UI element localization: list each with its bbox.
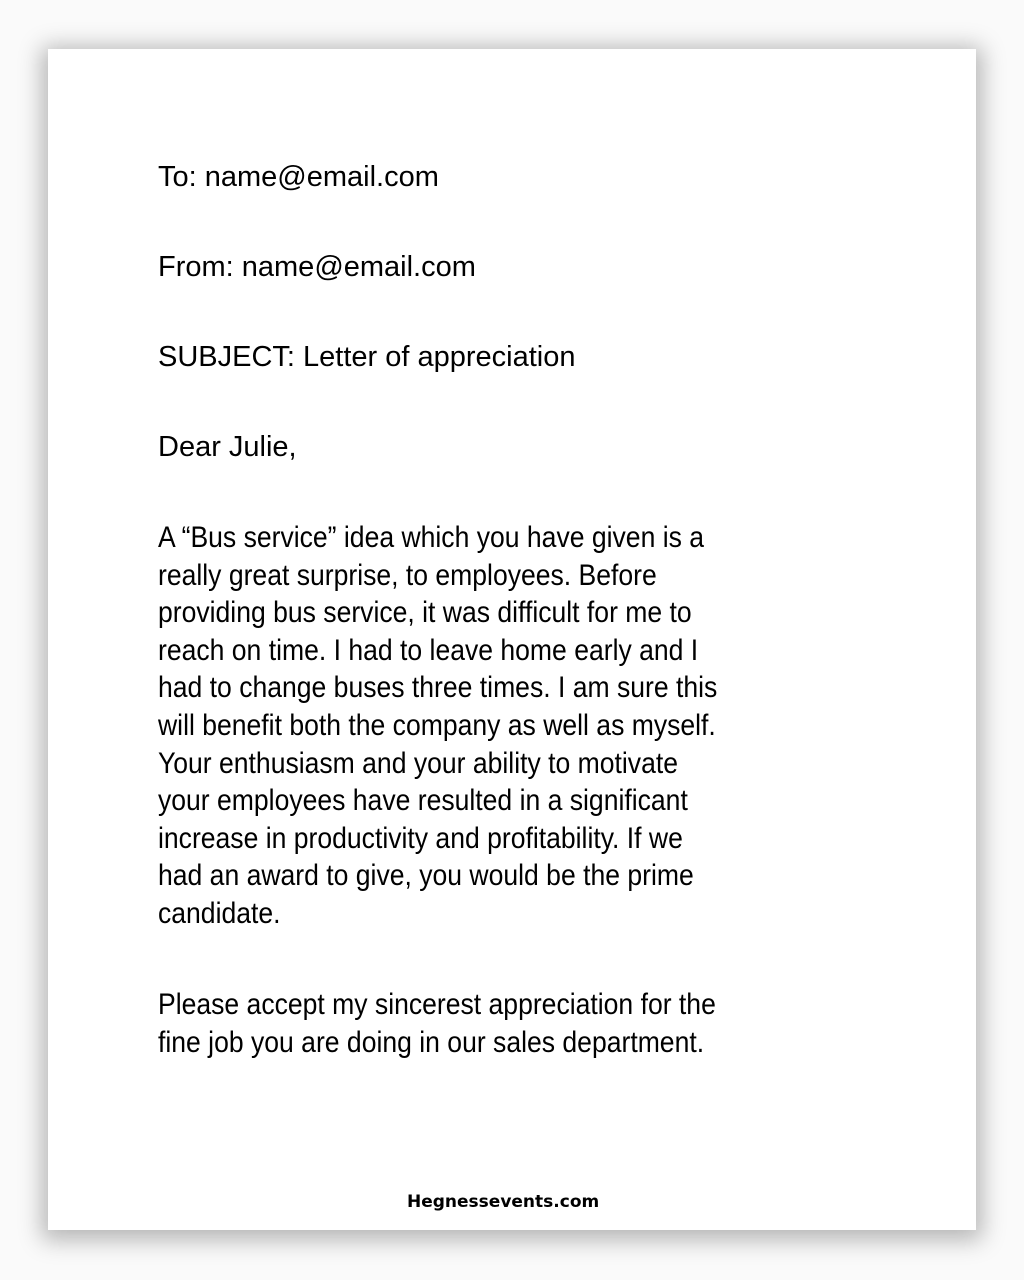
footer-site-label: Hegnessevents.com (407, 1192, 600, 1212)
paragraph-line: reach on time. I had to leave home early and I (158, 633, 699, 667)
paragraph-line: A “Bus service” idea which you have given is a (158, 521, 705, 554)
paragraph-line: candidate. (158, 896, 281, 930)
salutation: Dear Julie, (158, 431, 297, 463)
to-line: To: name@email.com (158, 161, 439, 193)
body-paragraph-2 (158, 986, 716, 1061)
from-line: From: name@email.com (158, 251, 476, 283)
paragraph-line: increase in productivity and profitability. If we (158, 821, 683, 855)
paragraph-line: had to change buses three times. I am sure this (158, 671, 718, 705)
paragraph-line: Your enthusiasm and your ability to motivate (158, 746, 678, 780)
paragraph-line: had an award to give, you would be the prime (158, 859, 694, 893)
paragraph-line: your employees have resulted in a significant (158, 784, 688, 818)
paragraph-line: providing bus service, it was difficult for me to (158, 596, 692, 630)
paragraph-line: fine job you are doing in our sales department. (158, 1025, 705, 1059)
subject-line: SUBJECT: Letter of appreciation (158, 341, 576, 373)
paragraph-line: Please accept my sincerest appreciation for the (158, 988, 716, 1021)
body-paragraph-1 (158, 519, 717, 933)
letter-page (48, 49, 976, 1230)
paragraph-line: really great surprise, to employees. Before (158, 558, 657, 592)
paragraph-line: will benefit both the company as well as myself. (158, 708, 716, 742)
